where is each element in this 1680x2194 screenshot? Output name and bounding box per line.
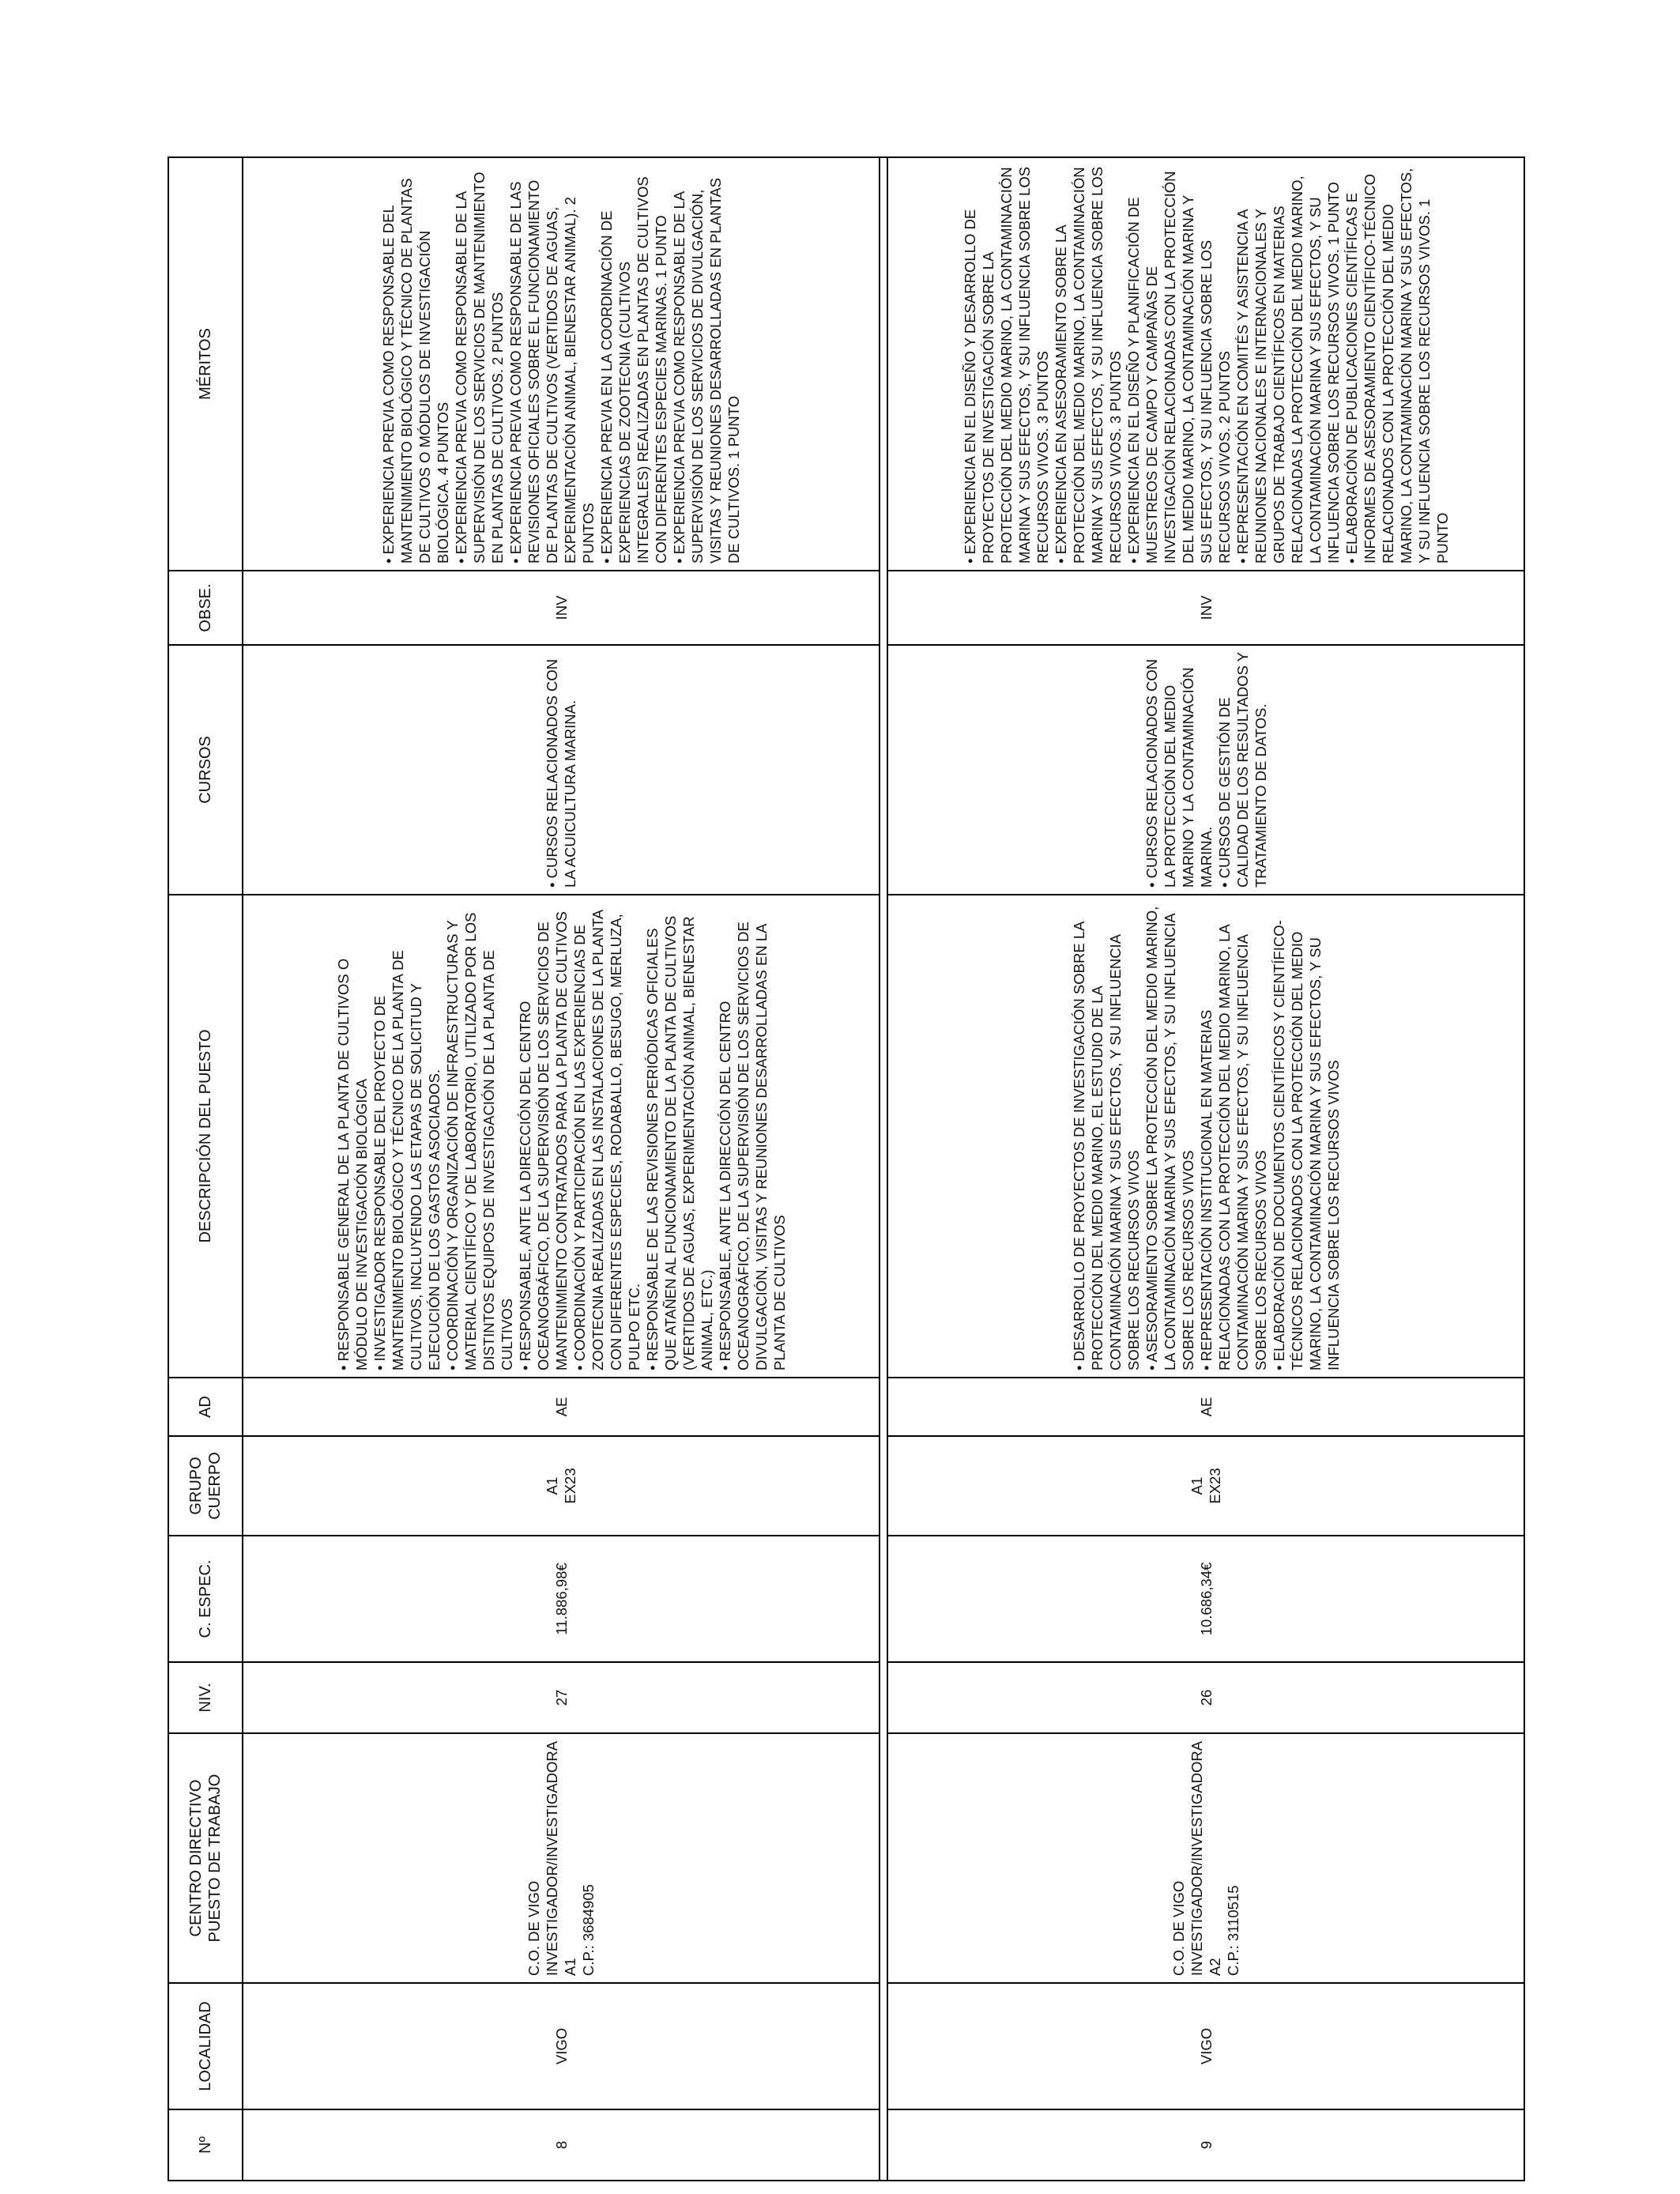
- row-ad: AE: [887, 1378, 1524, 1436]
- descripcion-list: [334, 902, 789, 1370]
- header-centro: [168, 1733, 243, 1983]
- descripcion-item: • RESPONSABLE DE LAS REVISIONES PERIÓDICAS OFICIALES QUE ATAÑEN AL FUNCIONAMIENTO DE LA PLANTA DE CULTIVOS (VERTIDOS DE AGUAS, EXPERIMENTACIÓN ANIMAL, BIENESTAR ANIMAL, ETC.): [643, 915, 715, 1370]
- row-num: 8: [243, 2109, 880, 2181]
- descripcion-item: • DESARROLLO DE PROYECTOS DE INVESTIGACIÓN SOBRE LA PROTECCIÓN DEL MEDIO MARINO, EL ESTUDIO DE LA CONTAMINACIÓN MARINA Y SUS EFECTOS, Y SU INFLUENCIA SOBRE LOS RECURSOS VIVOS: [1070, 922, 1142, 1370]
- centro-line: INVESTIGADOR/INVESTIGADORA: [544, 1740, 560, 1976]
- row-cursos: [887, 645, 1524, 895]
- centro-line: A1: [562, 1958, 578, 1976]
- grupo-line: EX23: [1207, 1468, 1223, 1504]
- meritos-item: • EXPERIENCIA PREVIA COMO RESPONSABLE DE LA SUPERVISIÓN DE LOS SERVICIOS DE DIVULGACIÓN, VISITAS Y REUNIONES DESARROLLADAS EN PLANTAS DE CULTIVOS. 1 PUNTO: [671, 177, 742, 564]
- descripcion-item: • COORDINACIÓN Y ORGANIZACIÓN DE INFRAESTRUCTURAS Y MATERIAL CIENTÍFICO Y DE LABORATORIO, UTILIZADO POR LOS DISTINTOS EQUIPOS DE INVESTIGACIÓN DE LA PLANTA DE CULTIVOS: [443, 912, 515, 1370]
- header-localidad: LOCALIDAD: [168, 1983, 243, 2109]
- cursos-list: [543, 652, 579, 888]
- row-obse: INV: [887, 571, 1524, 645]
- header-obse: OBSE.: [168, 571, 243, 645]
- descripcion-item: • RESPONSABLE, ANTE LA DIRECCIÓN DEL CENTRO OCEANOGRÁFICO, DE LA SUPERVISIÓN DE LOS SERVICIOS DE DIVULGACIÓN, VISITAS Y REUNIONES DESARROLLADAS EN LA PLANTA DE CULTIVOS: [716, 922, 788, 1370]
- row-niv: 26: [887, 1662, 1524, 1733]
- meritos-item: • ELABORACIÓN DE PUBLICACIONES CIENTÍFICAS E INFORMES DE ASESORAMIENTO CIENTÍFICO-TÉCNICO RELACIONADOS CON LA PROTECCIÓN DEL MEDIO MARINO, LA CONTAMINACIÓN MARINA Y SUS EFECTOS, Y SU INFLUENCIA SOBRE LOS RECURSOS VIVOS. 1 PUNTO: [1343, 168, 1451, 564]
- cursos-item: • CURSOS DE GESTIÓN DE CALIDAD DE LOS RESULTADOS Y TRATAMIENTO DE DATOS.: [1215, 652, 1269, 888]
- descripcion-item: • INVESTIGADOR RESPONSABLE DEL PROYECTO DE MANTENIMIENTO BIOLÓGICO Y TÉCNICO DE LA PLANTA DE CULTIVOS, INCLUYENDO LAS ETAPAS DE SOLICITUD Y EJECUCIÓN DE LOS GASTOS ASOCIADOS.: [371, 950, 443, 1370]
- header-cespec: C. ESPEC.: [168, 1536, 243, 1662]
- meritos-list: [379, 164, 743, 564]
- row-localidad: VIGO: [243, 1983, 880, 2109]
- table-row: [243, 157, 880, 2181]
- grupo-line: A1: [1188, 1476, 1205, 1495]
- row-meritos: [243, 157, 880, 571]
- meritos-item: • EXPERIENCIA PREVIA COMO RESPONSABLE DEL MANTENIMIENTO BIOLÓGICO Y TÉCNICO DE PLANTAS DE CULTIVOS O MÓDULOS DE INVESTIGACIÓN BIOLÓGICA. 4 PUNTOS: [380, 178, 451, 564]
- centro-line: C.P.: 3110515: [1225, 1885, 1241, 1976]
- meritos-item: • EXPERIENCIA PREVIA COMO RESPONSABLE DE LAS REVISIONES OFICIALES SOBRE EL FUNCIONAMIENTO DE PLANTAS DE CULTIVOS (VERTIDOS DE AGUAS, EXPERIMENTACIÓN ANIMAL, BIENESTAR ANIMAL). 2 PUNTOS: [507, 179, 597, 564]
- row-centro: [887, 1733, 1524, 1983]
- row-grupo: [243, 1436, 880, 1536]
- cursos-list: [1143, 652, 1270, 888]
- meritos-item: • EXPERIENCIA EN EL DISEÑO Y DESARROLLO DE PROYECTOS DE INVESTIGACIÓN SOBRE LA PROTECCIÓN DEL MEDIO MARINO, LA CONTAMINACIÓN MARINA Y SUS EFECTOS, Y SU INFLUENCIA SOBRE LOS RECURSOS VIVOS. 3 PUNTOS: [961, 166, 1051, 564]
- header-grupo-line1: GRUPO: [187, 1457, 205, 1515]
- header-ad: AD: [168, 1378, 243, 1436]
- header-grupo-line2: CUERPO: [206, 1452, 224, 1520]
- centro-line: C.O. DE VIGO: [1170, 1880, 1187, 1976]
- row-ad: AE: [243, 1378, 880, 1436]
- descripcion-item: • RESPONSABLE GENERAL DE LA PLANTA DE CULTIVOS O MÓDULO DE INVESTIGACIÓN BIOLÓGICA: [334, 958, 370, 1370]
- row-cespec: 10.686,34€: [887, 1536, 1524, 1662]
- header-centro-line2: PUESTO DE TRABAJO: [206, 1774, 224, 1943]
- descripcion-item: • REPRESENTACIÓN INSTITUCIONAL EN MATERIAS RELACIONADAS CON LA PROTECCIÓN DEL MEDIO MARINO, LA CONTAMINACIÓN MARINA Y SUS EFECTOS, Y SU INFLUENCIA SOBRE LOS RECURSOS VIVOS: [1197, 925, 1269, 1370]
- meritos-item: • EXPERIENCIA EN ASESORAMIENTO SOBRE LA PROTECCIÓN DEL MEDIO MARINO, LA CONTAMINACIÓN MARINA Y SUS EFECTOS, Y SU INFLUENCIA SOBRE LOS RECURSOS VIVOS. 3 PUNTOS: [1052, 166, 1124, 564]
- header-meritos: MÉRITOS: [168, 157, 243, 571]
- row-localidad: VIGO: [887, 1983, 1524, 2109]
- row-grupo: [887, 1436, 1524, 1536]
- table-row: [887, 157, 1524, 2181]
- descripcion-list: [1070, 902, 1343, 1370]
- grupo-line: EX23: [562, 1468, 578, 1504]
- meritos-item: • REPRESENTACIÓN EN COMITÉS Y ASISTENCIA A REUNIONES NACIONALES E INTERNACIONALES Y GRUPOS DE TRABAJO CIENTÍFICOS EN MATERIAS RELACIONADAS LA PROTECCIÓN DEL MEDIO MARINO, LA CONTAMINACIÓN MARINA Y SUS EFECTOS, Y SU INFLUENCIA SOBRE LOS RECURSOS VIVOS. 1 PUNTO: [1234, 175, 1342, 564]
- row-centro: [243, 1733, 880, 1983]
- grupo-line: A1: [544, 1476, 560, 1495]
- row-cursos: [243, 645, 880, 895]
- meritos-list: [961, 164, 1452, 564]
- descripcion-item: • ELABORACIÓN DE DOCUMENTOS CIENTÍFICOS Y CIENTÍFICO-TÉCNICOS RELACIONADOS CON LA PROTECCIÓN DEL MEDIO MARINO, LA CONTAMINACIÓN MARINA Y SUS EFECTOS, Y SU INFLUENCIA SOBRE LOS RECURSOS VIVOS: [1270, 920, 1342, 1370]
- row-descripcion: [243, 895, 880, 1378]
- job-positions-table: [168, 156, 1525, 2181]
- row-descripcion: [887, 895, 1524, 1378]
- header-descripcion: DESCRIPCIÓN DEL PUESTO: [168, 895, 243, 1378]
- centro-line: C.O. DE VIGO: [525, 1880, 542, 1976]
- meritos-item: • EXPERIENCIA PREVIA COMO RESPONSABLE DE LA SUPERVISIÓN DE LOS SERVICIOS DE MANTENIMIENTO EN PLANTAS DE CULTIVOS. 2 PUNTOS: [453, 172, 506, 564]
- descripcion-item: • ASESORAMIENTO SOBRE LA PROTECCIÓN DEL MEDIO MARINO, LA CONTAMINACIÓN MARINA Y SUS EFECTOS, Y SU INFLUENCIA SOBRE LOS RECURSOS VIVOS: [1143, 906, 1196, 1370]
- row-num: 9: [887, 2109, 1524, 2181]
- cursos-item: • CURSOS RELACIONADOS CON LA PROTECCIÓN DEL MEDIO MARINO Y LA CONTAMINACIÓN MARINA.: [1143, 658, 1215, 888]
- row-separator-cell: [880, 157, 887, 2181]
- row-meritos: [887, 157, 1524, 571]
- meritos-item: • EXPERIENCIA PREVIA EN LA COORDINACIÓN DE EXPERIENCIAS DE ZOOTECNIA (CULTIVOS INTEGRALES) REALIZADAS EN PLANTAS DE CULTIVOS CON DIFERENTES ESPECIES MARINAS. 1 PUNTO: [598, 176, 669, 564]
- descripcion-item: • RESPONSABLE, ANTE LA DIRECCIÓN DEL CENTRO OCEANOGRÁFICO, DE LA SUPERVISIÓN DE LOS SERVICIOS DE MANTENIMIENTO CONTRATADOS PARA LA PLANTA DE CULTIVOS: [516, 911, 570, 1370]
- descripcion-item: • COORDINACIÓN Y PARTICIPACIÓN EN LAS EXPERIENCIAS DE ZOOTECNIA REALIZADAS EN LAS INSTALACIONES DE LA PLANTA CON DIFERENTES ESPECIES, RODABALLO, BESUGO, MERLUZA, PULPO ETC.: [571, 910, 642, 1370]
- header-grupo: [168, 1436, 243, 1536]
- header-row: [168, 157, 243, 2181]
- row-separator: [880, 157, 887, 2181]
- centro-line: A2: [1207, 1958, 1223, 1976]
- header-num: Nº: [168, 2109, 243, 2181]
- cursos-item: • CURSOS RELACIONADOS CON LA ACUICULTURA MARINA.: [544, 658, 578, 888]
- centro-line: INVESTIGADOR/INVESTIGADORA: [1188, 1740, 1205, 1976]
- header-niv: NIV.: [168, 1662, 243, 1733]
- row-cespec: 11.886,98€: [243, 1536, 880, 1662]
- header-cursos: CURSOS: [168, 645, 243, 895]
- meritos-item: • EXPERIENCIA EN EL DISEÑO Y PLANIFICACIÓN DE MUESTREOS DE CAMPO Y CAMPAÑAS DE INVESTIGACIÓN RELACIONADAS CON LA PROTECCIÓN DEL MEDIO MARINO, LA CONTAMINACIÓN MARINA Y SUS EFECTOS, Y SU INFLUENCIA SOBRE LOS RECURSOS VIVOS. 2 PUNTOS: [1124, 171, 1233, 564]
- row-niv: 27: [243, 1662, 880, 1733]
- centro-line: C.P.: 3684905: [580, 1884, 597, 1976]
- header-centro-line1: CENTRO DIRECTIVO: [187, 1779, 205, 1937]
- row-obse: INV: [243, 571, 880, 645]
